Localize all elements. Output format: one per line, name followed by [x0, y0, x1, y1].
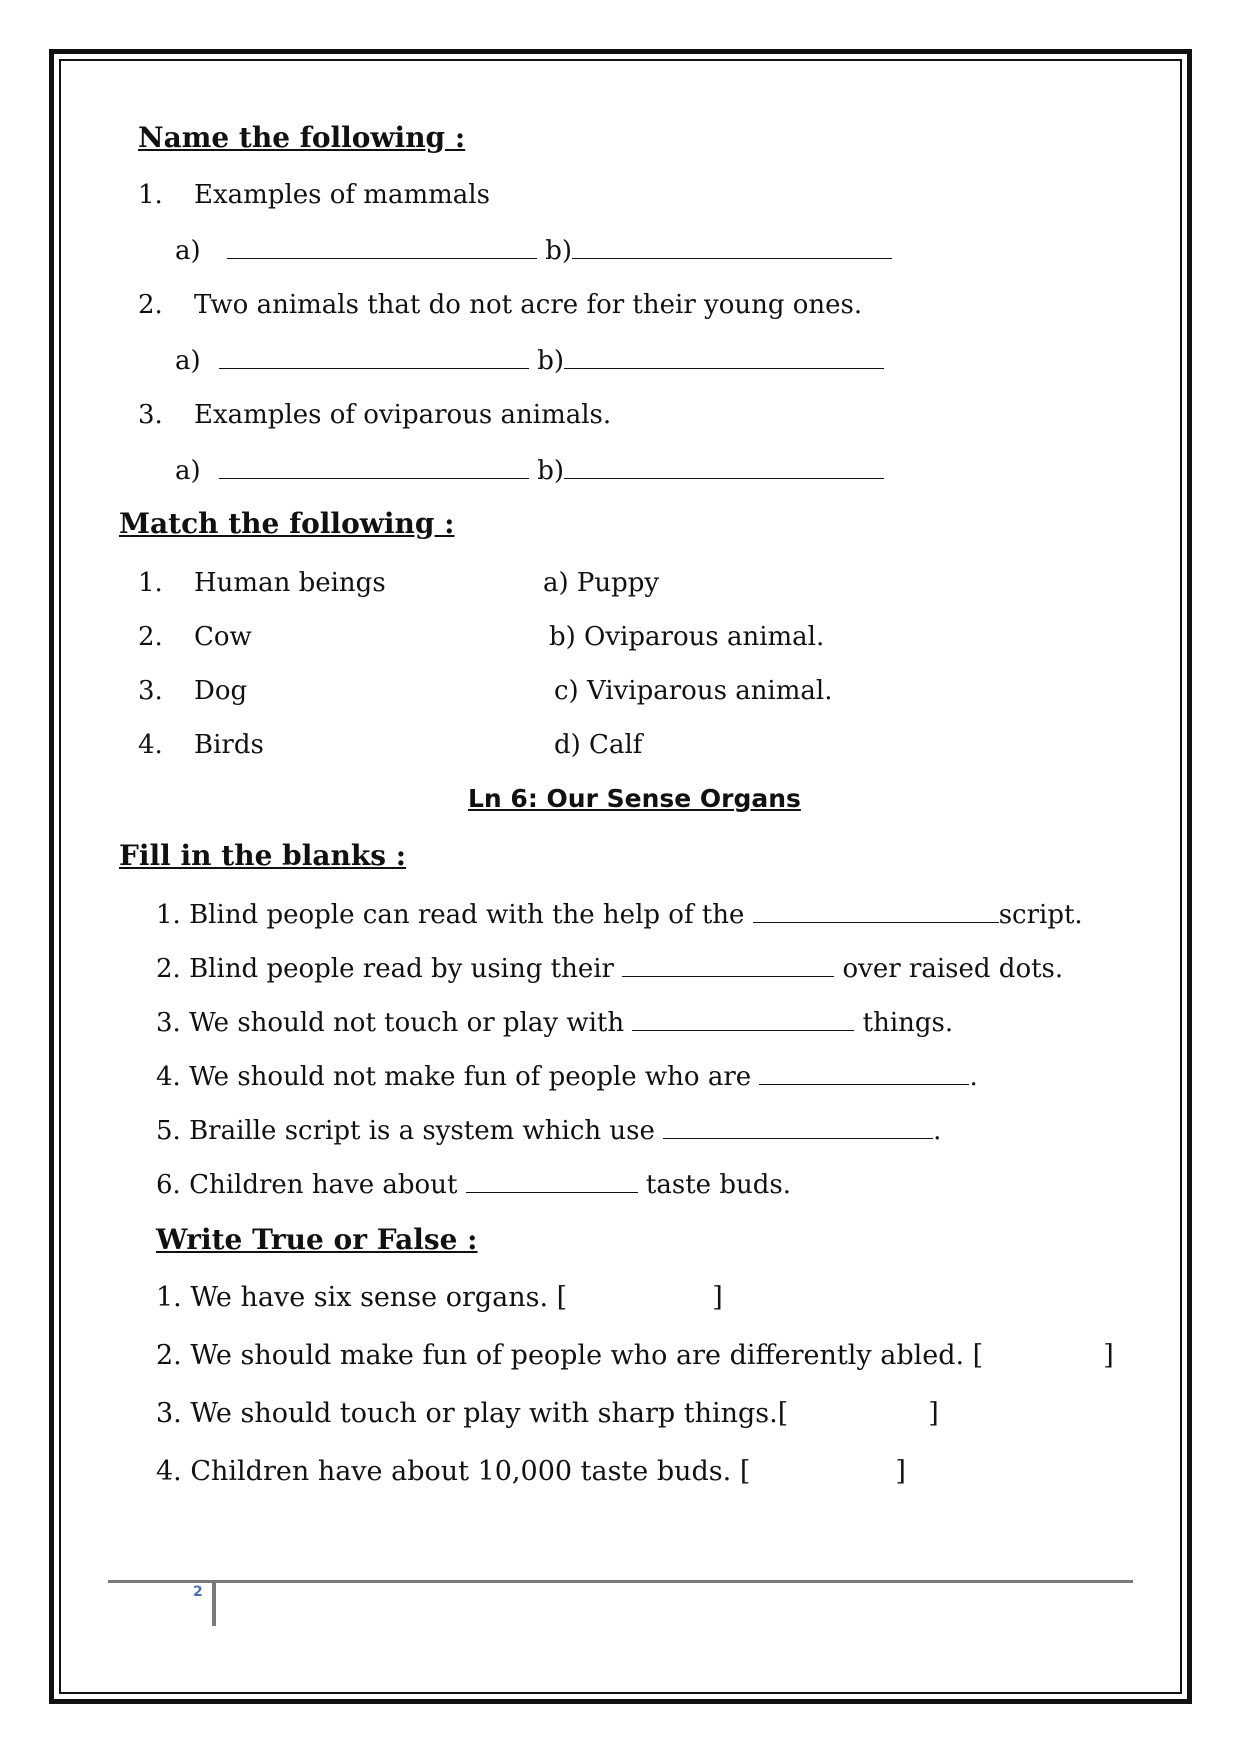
answer-a-label: a) [175, 346, 201, 376]
fill-blank[interactable] [622, 958, 834, 977]
answer-a-label: a) [175, 236, 201, 266]
answer-a-blank[interactable] [219, 350, 529, 369]
footer-divider [212, 1580, 216, 1626]
answer-a-blank[interactable] [219, 460, 529, 479]
tf-item-text: Children have about 10,000 taste buds. [ [190, 1456, 751, 1487]
tf-item-text: We should touch or play with sharp things.[ [190, 1398, 789, 1429]
fill-item-3 [156, 1010, 953, 1036]
fill-blank[interactable] [663, 1120, 933, 1139]
fill-item-5 [156, 1118, 941, 1144]
match-row-4-num: 4. [138, 730, 163, 760]
lesson-title: Ln 6: Our Sense Organs [468, 784, 801, 813]
answer-b-label: b) [537, 346, 564, 376]
fill-blank[interactable] [759, 1066, 969, 1085]
answer-b-blank[interactable] [564, 460, 884, 479]
fill-item-before: We should not touch or play with [189, 1008, 633, 1038]
fill-item-after: . [933, 1116, 942, 1146]
fill-item-num: 3. [156, 1008, 181, 1038]
tf-item-text: We should make fun of people who are differently abled. [ [190, 1340, 984, 1371]
fill-blank[interactable] [632, 1012, 854, 1031]
tf-item-close: ] [928, 1398, 939, 1429]
name-item-1-answer-a [175, 238, 892, 264]
fill-item-num: 4. [156, 1062, 181, 1092]
fill-item-after: script. [998, 900, 1083, 930]
fill-item-before: We should not make fun of people who are [189, 1062, 760, 1092]
fill-item-1 [156, 902, 1083, 928]
fill-item-after: over raised dots. [834, 954, 1064, 984]
fill-item-after: . [969, 1062, 978, 1092]
match-row-2-right: b) Oviparous animal. [549, 622, 825, 652]
tf-item-2 [156, 1342, 1114, 1369]
fill-item-after: taste buds. [637, 1170, 791, 1200]
match-row-1-left: Human beings [194, 568, 386, 598]
tf-item-4 [156, 1458, 906, 1485]
tf-item-1 [156, 1284, 723, 1311]
match-row-3-num: 3. [138, 676, 163, 706]
tf-item-num: 3. [156, 1398, 182, 1429]
name-item-3-num: 3. [138, 400, 163, 430]
tf-item-text: We have six sense organs. [ [190, 1282, 568, 1313]
fill-item-before: Blind people can read with the help of the [189, 900, 753, 930]
tf-item-3 [156, 1400, 939, 1427]
fill-blank[interactable] [753, 904, 999, 923]
tf-item-close: ] [895, 1456, 906, 1487]
fill-item-num: 1. [156, 900, 181, 930]
answer-b-label: b) [537, 456, 564, 486]
tf-item-num: 2. [156, 1340, 182, 1371]
match-row-4-left: Birds [194, 730, 264, 760]
page-number: 2 [193, 1584, 203, 1600]
match-row-3-left: Dog [194, 676, 248, 706]
tf-item-close: ] [1103, 1340, 1114, 1371]
match-row-3-right: c) Viviparous animal. [554, 676, 833, 706]
match-row-1-num: 1. [138, 568, 163, 598]
fill-item-before: Braille script is a system which use [189, 1116, 664, 1146]
fill-item-before: Blind people read by using their [189, 954, 623, 984]
name-item-1-num: 1. [138, 180, 163, 210]
name-item-3-text: Examples of oviparous animals. [194, 400, 612, 430]
answer-b-blank[interactable] [564, 350, 884, 369]
fill-item-after: things. [854, 1008, 954, 1038]
match-row-1-right: a) Puppy [543, 568, 660, 598]
fill-item-before: Children have about [189, 1170, 466, 1200]
name-item-2-text: Two animals that do not acre for their young ones. [194, 290, 863, 320]
fill-blanks-heading: Fill in the blanks : [119, 839, 407, 872]
match-row-4-right: d) Calf [554, 730, 643, 760]
fill-item-4 [156, 1064, 978, 1090]
answer-a-blank[interactable] [227, 240, 537, 259]
footer-rule [108, 1580, 1133, 1583]
match-following-heading: Match the following : [119, 507, 455, 540]
match-row-2-num: 2. [138, 622, 163, 652]
fill-item-num: 2. [156, 954, 181, 984]
name-item-1-text: Examples of mammals [194, 180, 490, 210]
fill-item-num: 6. [156, 1170, 181, 1200]
name-item-2-answer-a [175, 348, 884, 374]
fill-item-2 [156, 956, 1063, 982]
match-row-2-left: Cow [194, 622, 252, 652]
true-false-heading: Write True or False : [156, 1223, 478, 1256]
answer-b-blank[interactable] [572, 240, 892, 259]
name-following-heading: Name the following : [138, 121, 466, 154]
answer-b-label: b) [545, 236, 572, 266]
tf-item-num: 1. [156, 1282, 182, 1313]
fill-item-6 [156, 1172, 791, 1198]
tf-item-num: 4. [156, 1456, 182, 1487]
answer-a-label: a) [175, 456, 201, 486]
name-item-3-answer-a [175, 458, 884, 484]
fill-blank[interactable] [466, 1174, 638, 1193]
tf-item-close: ] [712, 1282, 723, 1313]
fill-item-num: 5. [156, 1116, 181, 1146]
name-item-2-num: 2. [138, 290, 163, 320]
